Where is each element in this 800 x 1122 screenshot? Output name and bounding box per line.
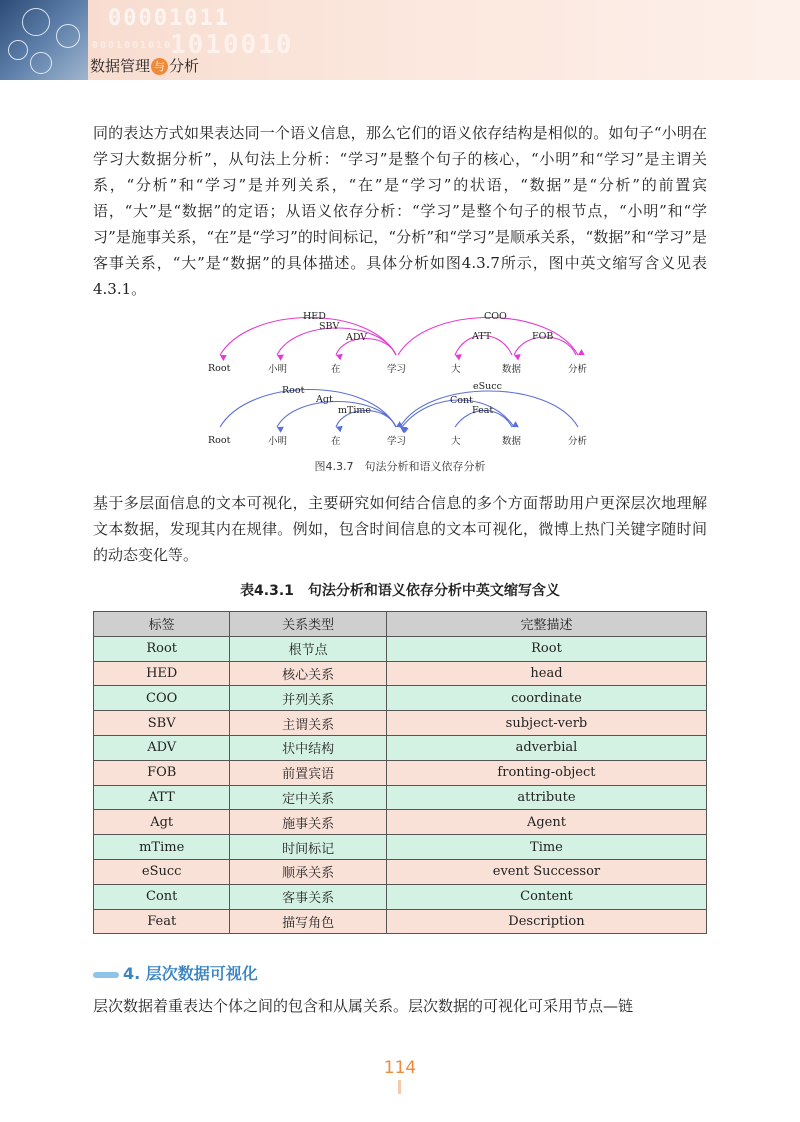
cell-description: adverbial bbox=[386, 735, 706, 760]
label-esucc: eSucc bbox=[473, 381, 502, 392]
word-shuju-2: 数据 bbox=[502, 436, 522, 447]
arc-agt bbox=[277, 402, 396, 428]
cell-type: 状中结构 bbox=[230, 735, 387, 760]
cell-label: COO bbox=[94, 686, 230, 711]
cell-type: 描写角色 bbox=[230, 909, 387, 934]
cell-label: Root bbox=[94, 636, 230, 661]
cell-label: ATT bbox=[94, 785, 230, 810]
cell-description: Agent bbox=[386, 810, 706, 835]
header-binary-3: 0001001010 bbox=[92, 40, 173, 51]
table-row bbox=[94, 859, 707, 884]
book-title-part1: 数据管理 bbox=[90, 57, 151, 75]
paragraph-2: 基于多层面信息的文本可视化，主要研究如何结合信息的多个方面帮助用户更深层次地理解文本数据，发现其内在规律。例如，包含时间信息的文本可视化，微博上热门关键字随时间的动态变化等。 bbox=[93, 494, 707, 564]
cell-type: 根节点 bbox=[230, 636, 387, 661]
word-xuexi-1: 学习 bbox=[387, 364, 407, 375]
header-full-description: 完整描述 bbox=[386, 612, 706, 637]
cell-description: fronting-object bbox=[386, 760, 706, 785]
decor-circle bbox=[56, 24, 80, 48]
table-row bbox=[94, 785, 707, 810]
table-header-row bbox=[94, 612, 707, 637]
label-cont: Cont bbox=[450, 395, 473, 406]
section-title: 4. 层次数据可视化 bbox=[123, 964, 258, 983]
label-agt: Agt bbox=[316, 394, 333, 405]
label-mtime: mTime bbox=[338, 405, 372, 416]
cell-label: Feat bbox=[94, 909, 230, 934]
header-binary-1: 00001011 bbox=[108, 6, 230, 31]
label-adv: ADV bbox=[346, 332, 368, 343]
page-header bbox=[0, 0, 800, 80]
word-xuexi-2: 学习 bbox=[387, 436, 407, 447]
cell-label: FOB bbox=[94, 760, 230, 785]
word-xiaoming-2: 小明 bbox=[268, 436, 288, 447]
decor-circle bbox=[22, 8, 50, 36]
table-row bbox=[94, 735, 707, 760]
section-heading bbox=[93, 961, 258, 984]
word-zai-1: 在 bbox=[331, 364, 341, 375]
label-feat: Feat bbox=[472, 405, 494, 416]
paragraph-3: 层次数据着重表达个体之间的包含和从属关系。层次数据的可视化可采用节点—链 bbox=[93, 997, 634, 1015]
table-title: 表4.3.1 句法分析和语义依存分析中英文缩写含义 bbox=[240, 583, 560, 599]
table-row bbox=[94, 661, 707, 686]
decor-circle bbox=[8, 40, 28, 60]
cell-type: 施事关系 bbox=[230, 810, 387, 835]
word-da-2: 大 bbox=[451, 436, 461, 447]
table-row bbox=[94, 884, 707, 909]
cell-description: coordinate bbox=[386, 686, 706, 711]
cell-label: SBV bbox=[94, 711, 230, 736]
cell-label: eSucc bbox=[94, 859, 230, 884]
cell-type: 主谓关系 bbox=[230, 711, 387, 736]
table-row bbox=[94, 760, 707, 785]
cell-description: Time bbox=[386, 835, 706, 860]
cell-description: Description bbox=[386, 909, 706, 934]
label-fob: FOB bbox=[532, 331, 554, 342]
cell-label: HED bbox=[94, 661, 230, 686]
arc-hed bbox=[220, 318, 396, 356]
header-photo bbox=[0, 0, 88, 80]
page-number: 114 bbox=[383, 1058, 417, 1078]
cell-description: head bbox=[386, 661, 706, 686]
cell-type: 客事关系 bbox=[230, 884, 387, 909]
word-fenxi-1: 分析 bbox=[568, 364, 588, 375]
cell-type: 定中关系 bbox=[230, 785, 387, 810]
header-relation-type: 关系类型 bbox=[230, 612, 387, 637]
book-title-connector: 与 bbox=[151, 58, 168, 75]
section-bar bbox=[93, 972, 119, 978]
cell-description: Content bbox=[386, 884, 706, 909]
word-zai-2: 在 bbox=[331, 436, 341, 447]
word-fenxi-2: 分析 bbox=[568, 436, 588, 447]
cell-description: Root bbox=[386, 636, 706, 661]
cell-label: ADV bbox=[94, 735, 230, 760]
label-sbv: SBV bbox=[319, 321, 340, 332]
table-row bbox=[94, 835, 707, 860]
word-root-1: Root bbox=[208, 363, 231, 374]
table-row bbox=[94, 711, 707, 736]
label-att: ATT bbox=[472, 331, 492, 342]
cell-label: Agt bbox=[94, 810, 230, 835]
label-coo: COO bbox=[484, 311, 507, 322]
word-root-2: Root bbox=[208, 435, 231, 446]
table-row bbox=[94, 909, 707, 934]
book-title-part2: 分析 bbox=[169, 57, 200, 75]
label-hed: HED bbox=[303, 311, 326, 322]
word-da-1: 大 bbox=[451, 364, 461, 375]
cell-type: 前置宾语 bbox=[230, 760, 387, 785]
cell-description: subject-verb bbox=[386, 711, 706, 736]
cell-label: mTime bbox=[94, 835, 230, 860]
word-shuju-1: 数据 bbox=[502, 364, 522, 375]
paragraph-1: 同的表达方式如果表达同一个语义信息，那么它们的语义依存结构是相似的。如句子“小明在学习大数据分析”，从句法上分析：“学习”是整个句子的核心，“小明”和“学习”是主谓关系，“分析”和“学习”是并列关系，“在”是“学习”的状语，“数据”是“分析”的前置宾语，“大”是“数据”的定语；从语义依存分析：“学习”是整个句子的根节点，“小明”和“学习”是施事关系，“在”是“学习”的时间标记，“分析”和“学习”是顺承关系，“数据”和“学习”是客事关系，“大”是“数据”的具体描述。具体分析如图4.3.7所示，图中英文缩写含义见表4.3.1。 bbox=[93, 124, 707, 298]
table-row bbox=[94, 686, 707, 711]
cell-type: 时间标记 bbox=[230, 835, 387, 860]
cell-type: 顺承关系 bbox=[230, 859, 387, 884]
arc-sbv bbox=[277, 328, 396, 355]
decor-circle bbox=[30, 52, 52, 74]
table-row bbox=[94, 810, 707, 835]
word-xiaoming-1: 小明 bbox=[268, 364, 288, 375]
figure-caption: 图4.3.7 句法分析和语义依存分析 bbox=[314, 460, 486, 473]
cell-description: attribute bbox=[386, 785, 706, 810]
abbreviation-table bbox=[93, 611, 707, 934]
dependency-figure bbox=[200, 305, 600, 455]
header-binary-2: 1010010 bbox=[170, 30, 294, 60]
page-marker bbox=[398, 1080, 401, 1094]
table-row bbox=[94, 636, 707, 661]
cell-label: Cont bbox=[94, 884, 230, 909]
cell-type: 核心关系 bbox=[230, 661, 387, 686]
header-label: 标签 bbox=[94, 612, 230, 637]
cell-type: 并列关系 bbox=[230, 686, 387, 711]
book-title bbox=[90, 55, 199, 76]
cell-description: event Successor bbox=[386, 859, 706, 884]
label-root: Root bbox=[282, 385, 305, 396]
